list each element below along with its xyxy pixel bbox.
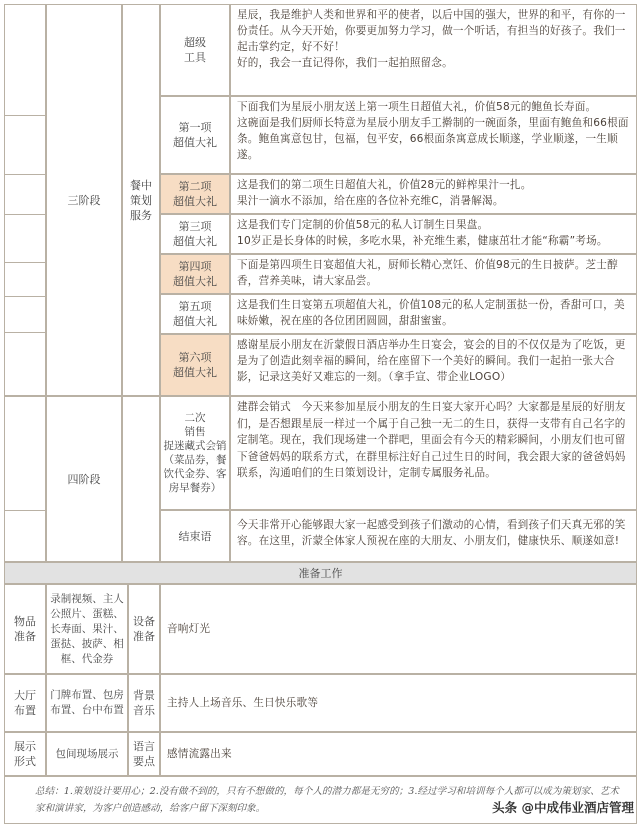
row-label-cell [160, 294, 230, 334]
prep-title: 准备工作 [298, 567, 343, 580]
prep-value: 包间现场展示 [55, 747, 119, 760]
row-text-cell [230, 510, 637, 562]
prep-label-cell [4, 732, 46, 776]
prep-value: 门牌布置、包房布置、台中布置 [50, 689, 124, 716]
row-label-cell [160, 174, 230, 214]
prep-label: 语言 要点 [133, 740, 155, 768]
row-text-cell [230, 96, 637, 174]
prep-value-cell [160, 584, 637, 674]
prep-value: 音响灯光 [167, 623, 211, 635]
row-text: 这是我们的第二项生日超值大礼，价值28元的鲜榨果汁一扎。 果汁一滴水不添加，给在座的各位补充维C，消暑解渴。 [237, 179, 532, 207]
row-label: 超级 工具 [184, 36, 206, 64]
row-text-cell [230, 294, 637, 334]
stage-4-cell [46, 396, 122, 562]
prep-value: 录制视频、主人公照片、蛋糕、长寿面、果汁、蛋挞、披萨、相框、代金券 [50, 592, 124, 665]
row-label: 第二项 超值大礼 [173, 180, 217, 208]
row-text: 这是我们专门定制的价值58元的私人订制生日果盘。 10岁正是长身体的时候，多吃水果，补充维生素，健康茁壮才能“称霸”考场。 [237, 219, 608, 247]
row-text-cell [230, 254, 637, 294]
stage-divider [4, 332, 46, 333]
stage-divider [4, 262, 46, 263]
stage-spacer [4, 396, 46, 562]
prep-value-cell [160, 674, 637, 732]
row-text-cell [230, 396, 637, 510]
row-label: 第五项 超值大礼 [173, 300, 217, 328]
service-label: 餐中 策划 服务 [130, 178, 152, 222]
row-text-cell [230, 174, 637, 214]
stage-divider [4, 296, 46, 297]
row-text: 建群会销式 今天来参加星辰小朋友的生日宴大家开心吗？大家都是星辰的好朋友们，是否想跟星辰一样过一个属于自己独一无二的生日，获得一支带有自己名字的定制笔。现在，我们现场建一个群吧，里面会有今天的精彩瞬间，小朋友们也可留下爸爸妈妈的联系方式，在群里标注好自己过生日的时间，我会跟大家的爸爸妈妈联系，沟通咱们的生日策划设计，定制专属服务礼品。 [237, 401, 626, 479]
row-label-cell [160, 214, 230, 254]
row-label: 第一项 超值大礼 [173, 121, 217, 149]
prep-label: 展示 形式 [14, 740, 36, 768]
service-cell-empty [122, 396, 160, 562]
prep-value: 主持人上场音乐、生日快乐歌等 [167, 697, 319, 709]
row-label: 第三项 超值大礼 [173, 220, 217, 248]
prep-value-cell [46, 674, 128, 732]
row-label-cell [160, 4, 230, 96]
prep-label: 设备 准备 [133, 615, 155, 643]
watermark: 头条 @中成伟业酒店管理 [438, 798, 634, 816]
prep-label: 大厅 布置 [14, 689, 36, 717]
row-text: 星辰，我是维护人类和世界和平的使者，以后中国的强大，世界的和平，有你的一份责任。从今天开始，你要更加努力学习，做一个听话，有担当的好孩子。我们一起击掌约定，好不好！ 好的，我会一直记得你，我们一起拍照留念。 [237, 9, 626, 69]
prep-value: 感情流露出来 [167, 748, 232, 760]
row-text: 感谢星辰小朋友在沂蒙假日酒店举办生日宴会，宴会的目的不仅仅是为了吃饭，更是为了创造此刻幸福的瞬间，给在座留下一个美好的瞬间。我们一起拍一张大合影，记录这美好又难忘的一刻。（拿手宣、带企业LOGO） [237, 339, 626, 383]
row-label-cell [160, 396, 230, 510]
stage-divider [4, 115, 46, 116]
prep-section-header [4, 562, 637, 584]
prep-value-cell [160, 732, 637, 776]
prep-label-cell [128, 674, 160, 732]
prep-label-cell [128, 584, 160, 674]
row-label: 结束语 [178, 529, 212, 543]
row-text-cell [230, 334, 637, 396]
row-text: 下面我们为星辰小朋友送上第一项生日超值大礼，价值58元的鲍鱼长寿面。 这碗面是我们厨师长特意为星辰小朋友手工擀制的一碗面条，里面有鲍鱼和66根面条。鲍鱼寓意包甘，包福，包平安，66根面条寓意成长顺遂，学业顺遂，一生顺遂。 [237, 101, 629, 161]
row-label-cell [160, 510, 230, 562]
service-cell [122, 4, 160, 396]
row-label: 第六项 超值大礼 [173, 351, 217, 379]
row-text: 这是我们生日宴第五项超值大礼，价值108元的私人定制蛋挞一份，香甜可口，美味娇嫩，祝在座的各位团团圆圆，甜甜蜜蜜。 [237, 299, 625, 327]
stage-4-label: 四阶段 [67, 472, 101, 486]
prep-label: 背景 音乐 [133, 689, 155, 717]
stage-spacer [4, 4, 46, 396]
summary-text: 总结：1.策划设计要用心；2.没有做不到的，只有不想做的，每个人的潜力都是无穷的；3.经过学习和培训每个人都可以成为策划家、艺术家和演讲家，为客户创造感动，给客户留下深刻印象。 [35, 786, 619, 814]
row-label: 第四项 超值大礼 [173, 260, 217, 288]
row-text-cell [230, 214, 637, 254]
prep-label-cell [128, 732, 160, 776]
row-label-cell [160, 254, 230, 294]
prep-label-cell [4, 584, 46, 674]
stage-divider [4, 510, 46, 511]
stage-3-label: 三阶段 [67, 193, 101, 207]
row-text: 下面是第四项生日宴超值大礼，厨师长精心烹饪、价值98元的生日披萨。芝士醇香，营养美味，请大家品尝。 [237, 259, 618, 287]
prep-label: 物品 准备 [14, 615, 36, 643]
row-text-cell [230, 4, 637, 96]
prep-label-cell [4, 674, 46, 732]
stage-divider [4, 214, 46, 215]
row-label: 二次 销售 捉迷藏式会销 （菜品券，餐饮代金券、客房早餐券） [163, 412, 227, 494]
prep-value-cell [46, 732, 128, 776]
prep-value-cell [46, 584, 128, 674]
row-text: 今天非常开心能够跟大家一起感受到孩子们激动的心情，看到孩子们天真无邪的笑容。在这里，沂蒙全体家人预祝在座的大朋友、小朋友们，健康快乐、顺遂如意! [237, 519, 626, 547]
stage-divider [4, 174, 46, 175]
row-label-cell [160, 96, 230, 174]
row-label-cell [160, 334, 230, 396]
stage-3-cell [46, 4, 122, 396]
